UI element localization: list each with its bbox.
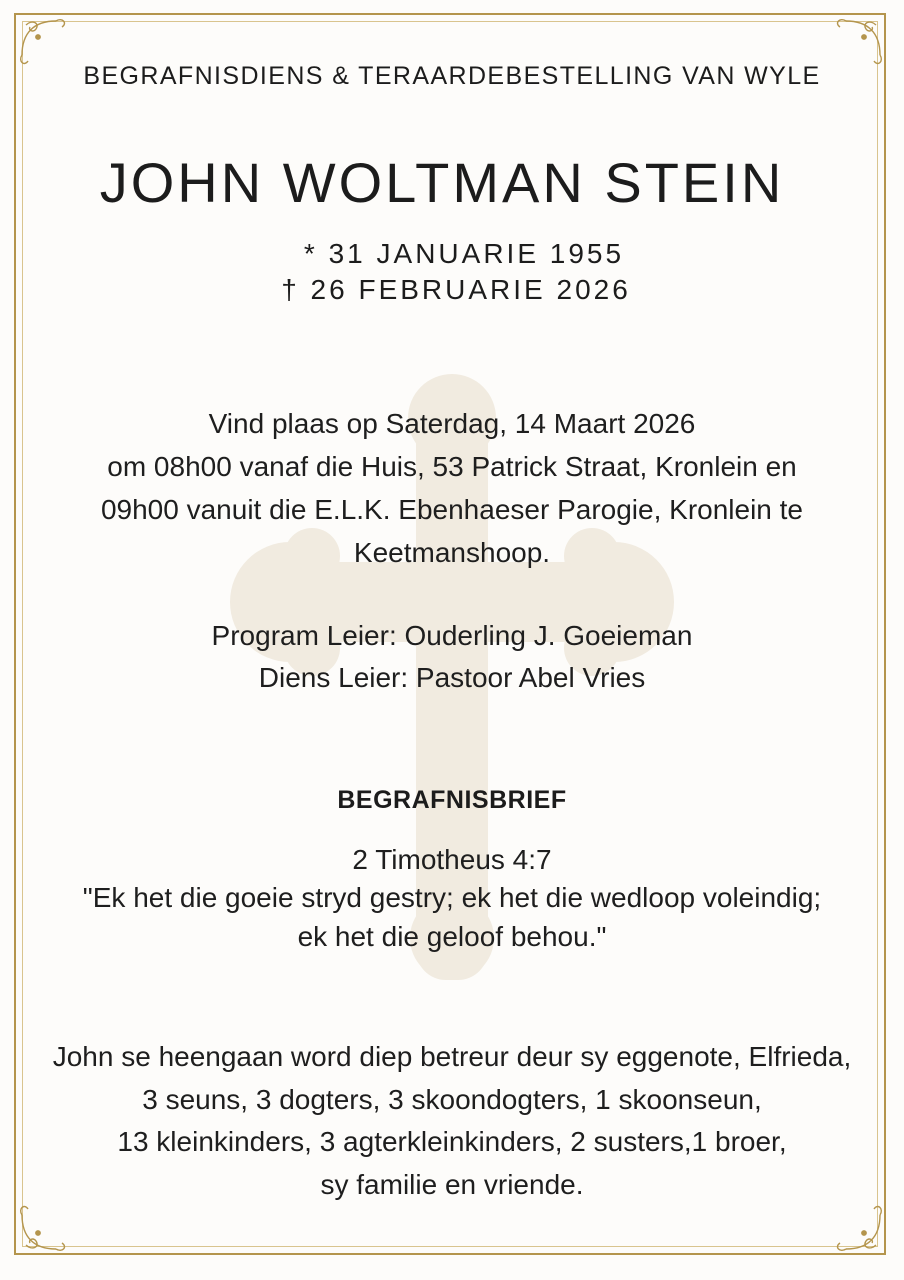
death-date: † 26 FEBRUARIE 2026	[281, 274, 631, 305]
service-details-line: 09h00 vanuit die E.L.K. Ebenhaeser Parogie, Kronlein te	[100, 494, 804, 525]
service-leader: Diens Leier: Pastoor Abel Vries	[258, 662, 646, 693]
service-details-line: Keetmanshoop.	[353, 537, 551, 568]
service-details-line: Vind plaas op Saterdag, 14 Maart 2026	[208, 408, 696, 439]
mourners-line: sy familie en vriende.	[320, 1169, 584, 1200]
mourners-line: John se heengaan word diep betreur deur sy eggenote, Elfrieda,	[52, 1041, 852, 1072]
notice-header: BEGRAFNISDIENS & TERAARDEBESTELLING VAN WYLE	[83, 62, 821, 90]
scripture-reference: 2 Timotheus 4:7	[352, 844, 552, 875]
mourners-line: 3 seuns, 3 dogters, 3 skoondogters, 1 skoonseun,	[142, 1084, 762, 1115]
birth-date: * 31 JANUARIE 1955	[303, 238, 625, 269]
mourners-line: 13 kleinkinders, 3 agterkleinkinders, 2 susters,1 broer,	[117, 1126, 787, 1157]
scripture-verse-line: ek het die geloof behou."	[297, 921, 607, 952]
program-leader: Program Leier: Ouderling J. Goeieman	[211, 620, 693, 651]
deceased-name: JOHN WOLTMAN STEIN	[99, 151, 785, 214]
scripture-title: BEGRAFNISBRIEF	[337, 786, 567, 814]
scripture-verse-line: "Ek het die goeie stryd gestry; ek het die wedloop voleindig;	[82, 882, 822, 913]
service-details-line: om 08h00 vanaf die Huis, 53 Patrick Straat, Kronlein en	[107, 451, 797, 482]
